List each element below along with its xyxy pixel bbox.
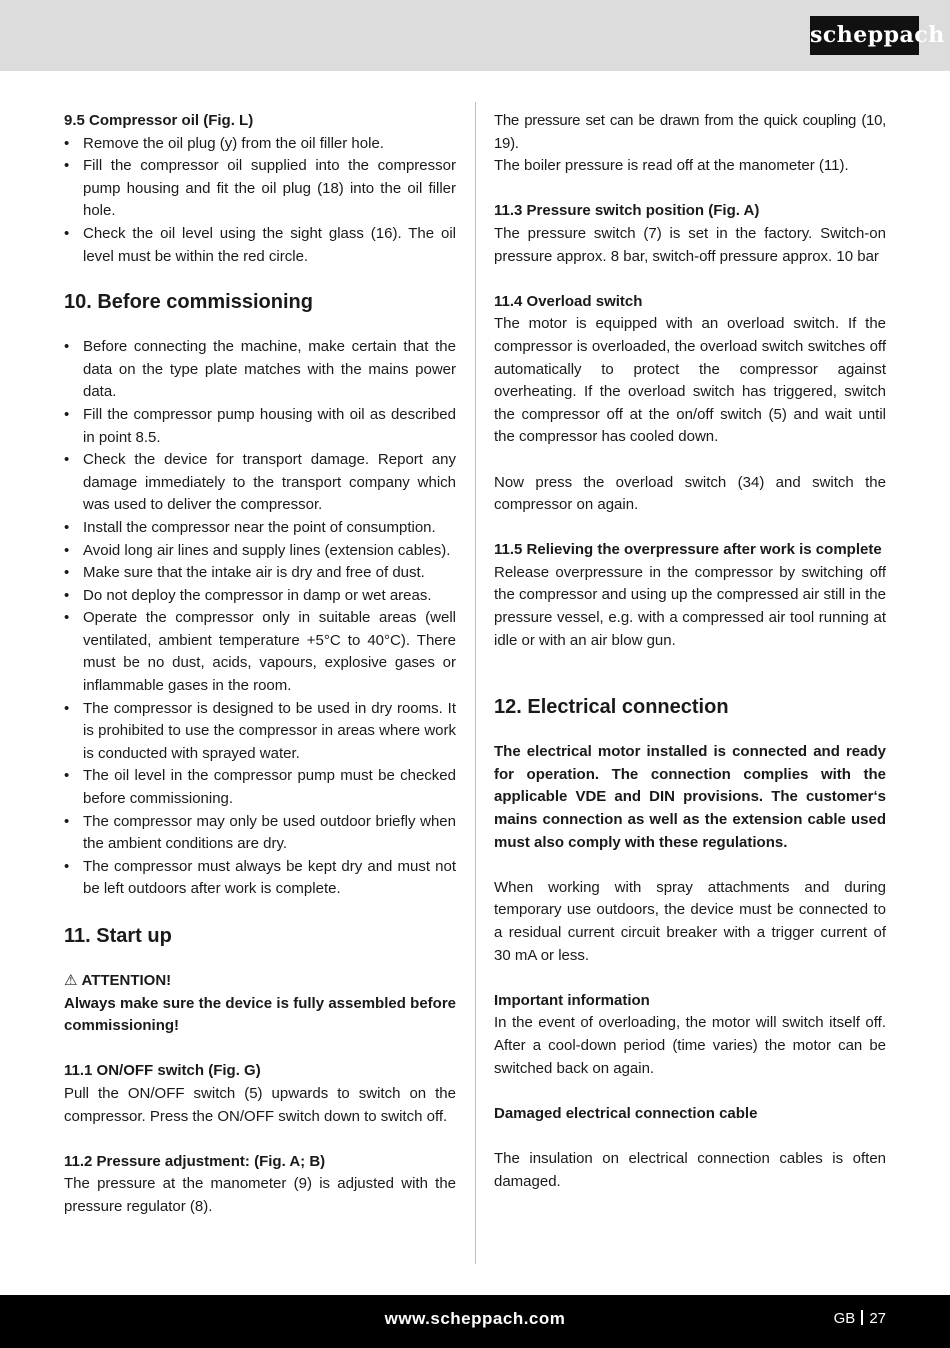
list-item: • The compressor must always be kept dry and must not be left outdoors after work is complete.	[64, 856, 456, 901]
list-item: • Fill the compressor pump housing with oil as described in point 8.5.	[64, 404, 456, 449]
section-11	[64, 970, 456, 1038]
section-heading: 11.4 Overload switch	[494, 292, 643, 310]
list-item: • Check the oil level using the sight glass (16). The oil level must be within the red circle.	[64, 223, 456, 268]
section-11-1	[64, 1060, 456, 1128]
website-url: www.scheppach.com	[384, 1309, 566, 1328]
section-text: Release overpressure in the compressor by switching off the compressor and using up the compressed air still in the pressure vessel, e.g. with a compressed air tool running at idle or with an air blow gun.	[494, 563, 886, 649]
list-item: • Check the device for transport damage. Report any damage immediately to the transport company which was used to deliver the compressor.	[64, 449, 456, 517]
right-column	[494, 110, 886, 1193]
section-11-2	[64, 1151, 456, 1219]
section-11-4	[494, 291, 886, 517]
section-text: The pressure switch (7) is set in the factory. Switch-on pressure approx. 8 bar, switch-off pressure approx. 10 bar	[494, 224, 886, 265]
section-heading: 11.1 ON/OFF switch (Fig. G)	[64, 1062, 261, 1080]
page-header	[0, 0, 950, 71]
page-footer	[0, 1295, 950, 1348]
list-item: • Before connecting the machine, make certain that the data on the type plate matches with the mains power data.	[64, 336, 456, 404]
section-heading: Important information	[494, 991, 650, 1009]
section-text: Now press the overload switch (34) and switch the compressor on again.	[494, 473, 886, 514]
section-heading: 11.3 Pressure switch position (Fig. A)	[494, 202, 760, 220]
section-text: The pressure at the manometer (9) is adjusted with the pressure regulator (8).	[64, 1175, 456, 1215]
section-text: The boiler pressure is read off at the manometer (11).	[494, 157, 849, 175]
chapter-heading: 12. Electrical connection	[494, 696, 729, 719]
section-text: When working with spray attachments and during temporary use outdoors, the device must be connected to a residual current circuit breaker with a trigger current of 30 mA or less.	[494, 878, 886, 964]
section-text: The insulation on electrical connection cables is often damaged.	[494, 1149, 886, 1190]
scheppach-logo: scheppach	[810, 16, 919, 55]
section-heading: Damaged electrical connection cable	[494, 1104, 758, 1122]
list-item: • The compressor may only be used outdoor briefly when the ambient conditions are dry.	[64, 811, 456, 856]
chapter-heading: 11. Start up	[64, 925, 172, 947]
list-item: • Make sure that the intake air is dry and free of dust.	[64, 562, 456, 585]
list-item: • Install the compressor near the point of consumption.	[64, 517, 456, 540]
chapter-heading: 10. Before commissioning	[64, 291, 313, 314]
list-item: • The compressor is designed to be used in dry rooms. It is prohibited to use the compressor in areas where work is conducted with sprayed water.	[64, 698, 456, 766]
bullet-list	[64, 336, 456, 901]
section-9-5	[64, 110, 456, 268]
section-11-2-continued	[494, 110, 886, 178]
section-text: In the event of overloading, the motor will switch itself off. After a cool-down period (time varies) the motor can be switched back on again.	[494, 1014, 886, 1077]
list-item: • The oil level in the compressor pump must be checked before commissioning.	[64, 765, 456, 810]
section-text: The pressure set can be drawn from the quick coupling (10, 19).	[494, 112, 886, 152]
section-11-5	[494, 539, 886, 652]
list-item: • Remove the oil plug (y) from the oil filler hole.	[64, 133, 456, 156]
column-divider	[475, 102, 476, 1264]
section-text: Pull the ON/OFF switch (5) upwards to switch on the compressor. Press the ON/OFF switch down to switch off.	[64, 1084, 456, 1125]
section-11-3	[494, 200, 886, 268]
attention-label: ⚠ ATTENTION!	[64, 970, 456, 993]
section-heading: 9.5 Compressor oil (Fig. L)	[64, 112, 254, 129]
section-heading: 11.2 Pressure adjustment: (Fig. A; B)	[64, 1152, 326, 1170]
left-column	[64, 110, 456, 1219]
page-number: GB 27	[833, 1310, 886, 1327]
section-text: The motor is equipped with an overload switch. If the compressor is overloaded, the overload switch switches off automatically to protect the compressor against overheating. If the overload switch has triggered, switch the compressor off at the on/off switch (5) and wait until the compressor has cooled down.	[494, 315, 886, 446]
list-item: • Avoid long air lines and supply lines (extension cables).	[64, 540, 456, 563]
separator	[861, 1310, 863, 1325]
list-item: • Operate the compressor only in suitable areas (well ventilated, ambient temperature +5°C to 40°C). There must be no dust, acids, vapours, explosive gases or inflammable gases in the room.	[64, 607, 456, 697]
section-10	[64, 336, 456, 901]
section-bold-text: The electrical motor installed is connected and ready for operation. The connection complies with the applicable VDE and DIN provisions. The customer‘s mains connection as well as the extension cable used must also comply with these regulations.	[494, 743, 886, 851]
section-12	[494, 741, 886, 1193]
bullet-list	[64, 133, 456, 269]
section-heading: 11.5 Relieving the overpressure after work is complete	[494, 541, 882, 559]
warning-icon: ⚠	[64, 972, 78, 989]
list-item: • Fill the compressor oil supplied into the compressor pump housing and fit the oil plug (18) into the oil filler hole.	[64, 155, 456, 223]
attention-text: Always make sure the device is fully assembled before commissioning!	[64, 994, 456, 1035]
list-item: • Do not deploy the compressor in damp or wet areas.	[64, 585, 456, 608]
